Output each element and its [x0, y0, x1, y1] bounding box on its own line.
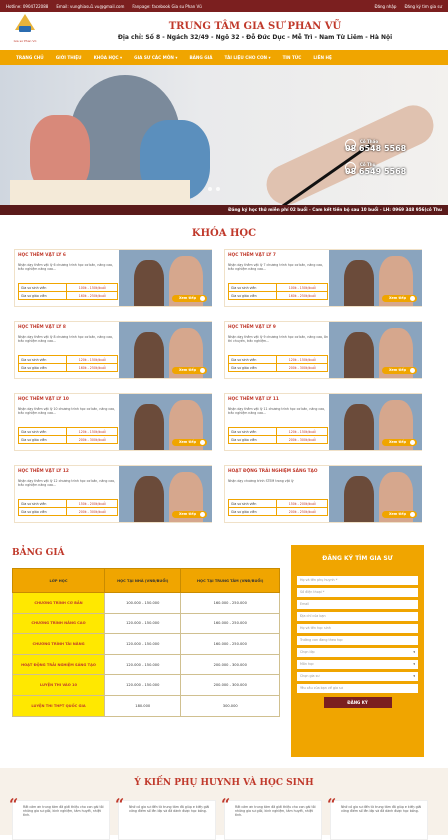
arrow-right-icon [200, 440, 205, 445]
course-title[interactable]: HỌC THÊM VẬT LÝ 11 [228, 397, 279, 402]
course-title[interactable]: HỌC THÊM VẬT LÝ 10 [18, 397, 69, 402]
nav-item-news[interactable]: TIN TỨC [282, 55, 302, 60]
price-label-student: Gia sư sinh viên [19, 428, 67, 436]
course-card[interactable] [14, 393, 212, 451]
testimonial-card [115, 795, 216, 840]
submit-button[interactable]: ĐĂNG KÝ [324, 697, 392, 708]
testimonial-text: Rất cảm ơn trung tâm đã giới thiệu cho con gái tôi những gia sư giỏi, kinh nghiệm, tâm huyết, nhiệt tình. [235, 805, 316, 818]
course-price-table [228, 283, 328, 300]
announcement-marquee: Đăng ký học thử miễn phí 02 buổi - Cam kết tiến bộ sau 10 buổi - LH: 0969 348 956(cô Thu [0, 205, 448, 215]
price-student: 150k - 200k/buổi [277, 500, 328, 508]
pricing-class: LUYỆN THI VÀO 10 [13, 675, 105, 696]
fanpage-link[interactable]: Fanpage: facebook Gia su Phan Vũ [132, 3, 202, 9]
pricing-header-home: HỌC TẠI NHÀ (VNĐ/BUỔI) [105, 569, 181, 593]
testimonial-text: Nhờ có gia sư đến từ trung tâm đã giúp e kiến giải vững điểm số lên lớp và đã dành được học bổng. [341, 805, 422, 814]
course-desc: Nhận dạy thêm vật lý 9 chương trình học cơ bản, nâng cao, ôn thi chuyển, trắc nghiệm... [228, 335, 329, 343]
slider-dot[interactable] [208, 187, 212, 191]
tutor-register-form [291, 545, 424, 757]
slider-dot[interactable] [216, 187, 220, 191]
price-student: 150k - 200k/buổi [67, 500, 118, 508]
site-logo[interactable] [10, 14, 40, 48]
pricing-row [13, 593, 280, 614]
pricing-home: 120.000 - 150.000 [105, 613, 181, 634]
pricing-row [13, 695, 280, 716]
price-label-teacher: Gia sư giáo viên [229, 292, 277, 300]
pricing-class: CHƯƠNG TRÌNH NÂNG CAO [13, 613, 105, 634]
price-label-teacher: Gia sư giáo viên [229, 364, 277, 372]
pricing-class: CHƯƠNG TRÌNH TÀI NĂNG [13, 634, 105, 655]
price-teacher: 160k - 250k/buổi [67, 292, 118, 300]
tutor-select[interactable]: Chọn gia sư ▾ [297, 672, 418, 681]
price-label-teacher: Gia sư giáo viên [19, 436, 67, 444]
hero-banner[interactable] [0, 65, 448, 205]
pricing-table [12, 568, 280, 717]
logo-text: Gia sư Phan Vũ [13, 39, 37, 43]
nav-item-home[interactable]: TRANG CHỦ [16, 55, 44, 60]
read-more-button[interactable]: Xem tiếp [172, 439, 207, 446]
course-card[interactable] [224, 465, 422, 523]
hero-photo-book [10, 180, 190, 205]
price-teacher: 200k - 250k/buổi [277, 508, 328, 516]
hero-contact-1[interactable]: Cô Thảo 08 6548 5568 [345, 139, 407, 153]
price-student: 100k - 150k/buổi [67, 284, 118, 292]
price-student: 120k - 150k/buổi [67, 356, 118, 364]
main-nav [0, 50, 448, 65]
login-link[interactable]: Đăng nhập [374, 3, 397, 9]
pricing-class: CHƯƠNG TRÌNH CƠ BẢN [13, 593, 105, 614]
phone-input[interactable]: Số điện thoại * [297, 588, 418, 597]
arrow-right-icon [200, 296, 205, 301]
price-label-student: Gia sư sinh viên [229, 500, 277, 508]
course-price-table [228, 427, 328, 444]
course-price-table [228, 499, 328, 516]
pricing-center: 300.000 [181, 695, 280, 716]
arrow-right-icon [200, 512, 205, 517]
course-title[interactable]: HOẠT ĐỘNG TRẢI NGHIỆM SÁNG TẠO [228, 469, 318, 474]
pricing-home: 120.000 - 150.000 [105, 675, 181, 696]
arrow-right-icon [410, 512, 415, 517]
pricing-row [13, 654, 280, 675]
subject-select[interactable]: Môn học ▾ [297, 660, 418, 669]
quote-icon: “ [221, 795, 231, 814]
pricing-header-center: HỌC TẠI TRUNG TÂM (VNĐ/BUỔI) [181, 569, 280, 593]
course-card[interactable] [14, 321, 212, 379]
testimonial-card [327, 795, 428, 840]
pricing-class: HOẠT ĐỘNG TRẢI NGHIỆM SÁNG TẠO [13, 654, 105, 675]
read-more-button[interactable]: Xem tiếp [172, 295, 207, 302]
price-label-teacher: Gia sư giáo viên [19, 364, 67, 372]
graduation-cap-icon [19, 26, 31, 32]
read-more-button[interactable]: Xem tiếp [172, 367, 207, 374]
pricing-row [13, 613, 280, 634]
read-more-button[interactable]: Xem tiếp [382, 367, 417, 374]
testimonials-section [0, 768, 448, 835]
school-input[interactable]: Trường con đang theo học [297, 636, 418, 645]
pricing-center: 200.000 - 300.000 [181, 675, 280, 696]
pricing-header-class: LỚP HỌC [13, 569, 105, 593]
arrow-right-icon [200, 368, 205, 373]
course-card[interactable] [14, 249, 212, 307]
pricing-center: 160.000 - 250.000 [181, 613, 280, 634]
price-teacher: 160k - 250k/buổi [67, 364, 118, 372]
price-label-student: Gia sư sinh viên [19, 356, 67, 364]
course-price-table [18, 499, 118, 516]
price-label-teacher: Gia sư giáo viên [229, 436, 277, 444]
quote-icon: “ [9, 795, 19, 814]
price-student: 120k - 150k/buổi [277, 356, 328, 364]
course-price-table [18, 427, 118, 444]
pricing-row [13, 675, 280, 696]
arrow-right-icon [410, 440, 415, 445]
course-card[interactable] [224, 321, 422, 379]
course-title[interactable]: HỌC THÊM VẬT LÝ 8 [18, 325, 66, 330]
nav-item-tutors[interactable]: GIA SƯ CÁC MÔN ▾ [134, 55, 178, 60]
course-price-table [228, 355, 328, 372]
arrow-right-icon [410, 296, 415, 301]
quote-icon: “ [115, 795, 125, 814]
pricing-home: 180.000 [105, 695, 181, 716]
register-link[interactable]: Đăng ký tìm gia sư [404, 3, 442, 9]
price-teacher: 160k - 250k/buổi [277, 292, 328, 300]
slider-dots [208, 187, 220, 191]
course-title[interactable]: HỌC THÊM VẬT LÝ 9 [228, 325, 276, 330]
testimonial-card [9, 795, 110, 840]
top-bar [0, 0, 448, 12]
email-input[interactable]: Email [297, 600, 418, 609]
course-desc: Nhận dạy chương trình STEM trong vật lý [228, 479, 294, 483]
price-label-student: Gia sư sinh viên [19, 500, 67, 508]
price-label-student: Gia sư sinh viên [229, 428, 277, 436]
price-label-teacher: Gia sư giáo viên [19, 292, 67, 300]
pricing-row [13, 634, 280, 655]
price-label-student: Gia sư sinh viên [19, 284, 67, 292]
read-more-button[interactable]: Xem tiếp [382, 439, 417, 446]
course-desc: Nhận dạy thêm vật lý 12 chương trình học cơ bản, nâng cao, trắc nghiệm nâng cao... [18, 479, 116, 487]
email-text[interactable]: Email: vunghiasu1.vu@gmail.com [56, 3, 125, 9]
price-teacher: 200k - 300k/buổi [277, 364, 328, 372]
read-more-button[interactable]: Xem tiếp [382, 295, 417, 302]
read-more-button[interactable]: Xem tiếp [172, 511, 207, 518]
course-price-table [18, 283, 118, 300]
course-desc: Nhận dạy thêm vật lý 6 chương trình học cơ bản, nâng cao, trắc nghiệm nâng cao... [18, 263, 114, 271]
price-label-teacher: Gia sư giáo viên [19, 508, 67, 516]
pricing-center: 200.000 - 300.000 [181, 654, 280, 675]
pricing-center: 160.000 - 250.000 [181, 634, 280, 655]
price-label-student: Gia sư sinh viên [229, 284, 277, 292]
price-student: 100k - 150k/buổi [277, 284, 328, 292]
course-desc: Nhận dạy thêm vật lý 11 chương trình học cơ bản, nâng cao, trắc nghiệm nâng cao... [228, 407, 326, 415]
phone-icon [345, 139, 356, 150]
nav-item-courses[interactable]: KHÓA HỌC ▾ [93, 55, 123, 60]
testimonial-card [221, 795, 322, 840]
note-input[interactable]: Yêu cầu của bạn về gia sư [297, 684, 418, 693]
quote-icon: “ [327, 795, 337, 814]
arrow-right-icon [410, 368, 415, 373]
course-desc: Nhận dạy thêm vật lý 10 chương trình học cơ bản, nâng cao, trắc nghiệm nâng cao... [18, 407, 116, 415]
class-select[interactable]: Chọn lớp ▾ [297, 648, 418, 657]
pricing-home: 100.000 - 150.000 [105, 593, 181, 614]
nav-item-about[interactable]: GIỚI THIỆU [55, 55, 82, 60]
price-student: 120k - 150k/buổi [67, 428, 118, 436]
course-title[interactable]: HỌC THÊM VẬT LÝ 6 [18, 253, 66, 258]
price-teacher: 200k - 300k/buổi [67, 436, 118, 444]
nav-item-materials[interactable]: TÀI LIỆU CHO CON ▾ [224, 55, 271, 60]
pricing-home: 120.000 - 150.000 [105, 634, 181, 655]
pricing-home: 120.000 - 150.000 [105, 654, 181, 675]
course-desc: Nhận dạy thêm vật lý 8 chương trình học cơ bản, nâng cao, trắc nghiệm nâng cao... [18, 335, 114, 343]
course-card[interactable] [224, 393, 422, 451]
price-label-student: Gia sư sinh viên [229, 356, 277, 364]
phone-icon [345, 162, 356, 173]
course-title[interactable]: HỌC THÊM VẬT LÝ 12 [18, 469, 69, 474]
form-title: ĐĂNG KÝ TÌM GIA SƯ [322, 555, 393, 562]
course-price-table [18, 355, 118, 372]
read-more-button[interactable]: Xem tiếp [382, 511, 417, 518]
course-card[interactable] [14, 465, 212, 523]
site-header [0, 12, 448, 50]
student-name-input[interactable]: Họ và tên học sinh [297, 624, 418, 633]
price-student: 120k - 150k/buổi [277, 428, 328, 436]
address-input[interactable]: Địa chỉ của bạn [297, 612, 418, 621]
price-teacher: 200k - 300k/buổi [277, 436, 328, 444]
price-label-teacher: Gia sư giáo viên [229, 508, 277, 516]
course-title[interactable]: HỌC THÊM VẬT LÝ 7 [228, 253, 276, 258]
course-card[interactable] [224, 249, 422, 307]
testimonial-text: Nhờ có gia sư đến từ trung tâm đã giúp e kiến giải vững điểm số lên lớp và đã dành được học bổng. [129, 805, 210, 814]
price-teacher: 200k - 300k/buổi [67, 508, 118, 516]
testimonial-text: Rất cảm ơn trung tâm đã giới thiệu cho con gái tôi những gia sư giỏi, kinh nghiệm, tâm huyết, nhiệt tình. [23, 805, 104, 818]
hotline-text[interactable]: Hotline: 0904722088 [6, 3, 49, 9]
hero-contact-2[interactable]: Cô Thu 08 6549 5568 [345, 162, 407, 176]
pricing-class: LUYỆN THI THPT QUỐC GIA [13, 695, 105, 716]
nav-item-pricing[interactable]: BẢNG GIÁ [189, 55, 213, 60]
site-title: TRUNG TÂM GIA SƯ PHAN VŨ [168, 21, 342, 32]
site-address: Địa chỉ: Số 8 - Ngách 32/49 - Ngõ 32 - Đỗ Đức Dục - Mễ Trì - Nam Từ Liêm - Hà Nội [117, 34, 393, 41]
parent-name-input[interactable]: Họ và tên phụ huynh * [297, 576, 418, 585]
course-desc: Nhận dạy thêm vật lý 7 chương trình học cơ bản, nâng cao, trắc nghiệm nâng cao... [228, 263, 324, 271]
courses-title: KHÓA HỌC [191, 228, 257, 239]
nav-item-contact[interactable]: LIÊN HỆ [313, 55, 332, 60]
testimonials-title: Ý KIẾN PHỤ HUYNH VÀ HỌC SINH [134, 778, 314, 788]
pricing-title: BẢNG GIÁ [12, 548, 65, 558]
pricing-center: 160.000 - 250.000 [181, 593, 280, 614]
